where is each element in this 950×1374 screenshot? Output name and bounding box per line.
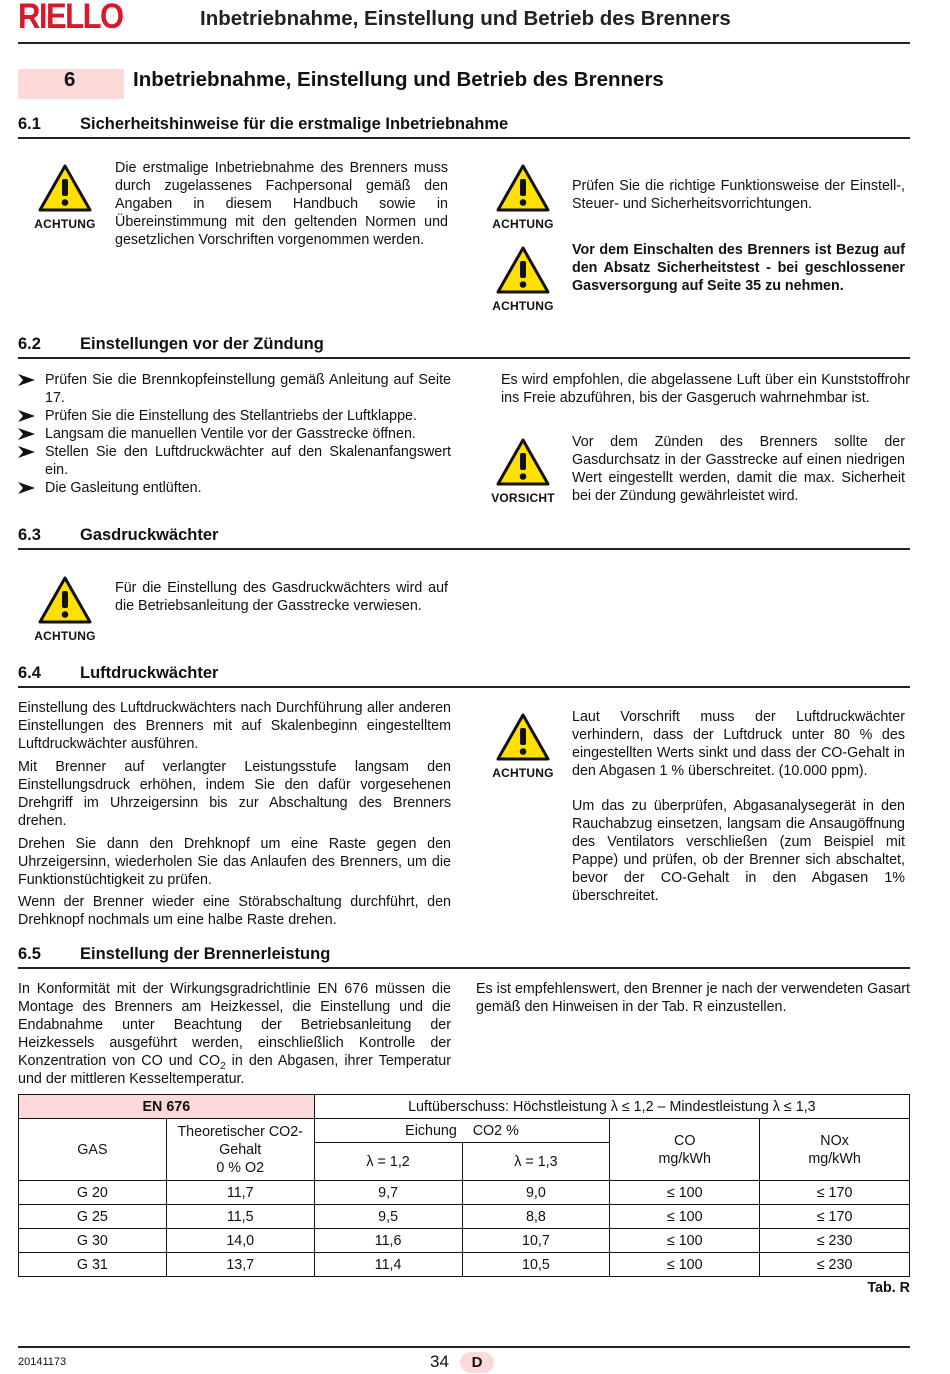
warning-block: [488, 163, 558, 233]
preparation-list: [18, 371, 451, 497]
caution-block: [488, 437, 558, 507]
excess-air-cell: Luftüberschuss: Höchstleistung λ ≤ 1,2 – Mindestleistung λ ≤ 1,3: [314, 1095, 909, 1119]
table-cell: G 25: [19, 1205, 167, 1229]
table-cell: 11,5: [166, 1205, 314, 1229]
document-number: 20141173: [18, 1356, 67, 1368]
gas-switch-text: Für die Einstellung des Gasdruckwächters wird auf die Betriebsanleitung der Gasstrecke verwiesen.: [115, 580, 448, 614]
subsection-rule: [18, 357, 910, 359]
recommendation-text: Es ist empfehlenswert, den Brenner je nach der verwendeten Gasart gemäß den Hinweisen in der Tab. R einzustellen.: [476, 981, 910, 1015]
warning-label: ACHTUNG: [492, 217, 554, 231]
list-item-text: Langsam die manuellen Ventile vor der Gasstrecke öffnen.: [45, 426, 416, 442]
table-cell: G 31: [19, 1253, 167, 1277]
table-caption: Tab. R: [867, 1280, 910, 1296]
table-r: [18, 1094, 910, 1277]
nox-header: NOx mg/kWh: [760, 1119, 910, 1181]
lambda-1-3-header: λ = 1,3: [462, 1143, 610, 1181]
subsection-number-6-5: 6.5: [18, 945, 41, 963]
table-cell: 10,7: [462, 1229, 610, 1253]
table-cell: 9,7: [314, 1181, 462, 1205]
subsection-number-6-4: 6.4: [18, 664, 41, 682]
air-switch-check-text: Um das zu überprüfen, Abgasanalysegerät in den Rauchabzug einsetzen, langsam die Ansaugöffnung des Ventilators verschließen (zum Beispiel mit Pappe) und prüfen, ob der Brenner sich abschaltet, bevor der CO-Gehalt in den Abgasen 1% überschreitet.: [572, 798, 905, 904]
warning-label: ACHTUNG: [492, 766, 554, 780]
table-cell: ≤ 170: [760, 1205, 910, 1229]
list-item: [18, 407, 451, 425]
page-number: 34: [430, 1352, 449, 1371]
table-cell: 9,5: [314, 1205, 462, 1229]
paragraph: Drehen Sie dann den Drehknopf um eine Raste gegen den Uhrzeigersinn, wiederholen Sie das Anlaufen des Brenners, um die Funktionstüchtigkeit zu prüfen.: [18, 836, 451, 888]
warning-block: [488, 712, 558, 782]
safety-text-1: Die erstmalige Inbetriebnahme des Brenners muss durch zugelassenes Fachpersonal gemäß den Angaben in diesem Handbuch sowie in Übereinstimmung mit den geltenden Normen und gesetzlichen Vorschriften vorgenommen werden.: [115, 160, 448, 248]
theoretical-co2-header: Theoretischer CO2- Gehalt 0 % O2: [166, 1119, 314, 1181]
lambda-1-2-header: λ = 1,2: [314, 1143, 462, 1181]
subsection-rule: [18, 137, 910, 139]
table-cell: ≤ 230: [760, 1253, 910, 1277]
warning-triangle-icon: [37, 163, 93, 213]
warning-triangle-icon: [495, 245, 551, 295]
subsection-rule: [18, 548, 910, 550]
subsection-number-6-3: 6.3: [18, 526, 41, 544]
warning-triangle-icon: [37, 575, 93, 625]
table-cell: 11,6: [314, 1229, 462, 1253]
subsection-title-6-2: Einstellungen vor der Zündung: [80, 335, 324, 353]
subsection-number-6-2: 6.2: [18, 335, 41, 353]
table-cell: G 20: [19, 1181, 167, 1205]
warning-triangle-icon: [495, 163, 551, 213]
subsection-rule: [18, 686, 910, 688]
table-cell: ≤ 100: [610, 1181, 760, 1205]
table-row: [19, 1253, 910, 1277]
riello-logo: RIELLO: [18, 0, 123, 36]
safety-text-3: Vor dem Einschalten des Brenners ist Bezug auf den Absatz Sicherheitstest - bei geschlossener Gasversorgung auf Seite 35 zu nehmen.: [572, 242, 905, 294]
co-header: CO mg/kWh: [610, 1119, 760, 1181]
paragraph: Mit Brenner auf verlangter Leistungsstufe langsam den Einstellungsdruck erhöhen, indem Sie den dafür vorgesehenen Drehgriff im Uhrzeigersinn bis zur Abschaltung des Brenners drehen.: [18, 759, 451, 829]
table-cell: ≤ 100: [610, 1253, 760, 1277]
warning-label: ACHTUNG: [34, 629, 96, 643]
table-cell: 9,0: [462, 1181, 610, 1205]
table-cell: ≤ 100: [610, 1229, 760, 1253]
language-badge: D: [460, 1352, 494, 1373]
norm-cell: EN 676: [19, 1095, 315, 1119]
table-header-row: [19, 1119, 910, 1143]
table-cell: G 30: [19, 1229, 167, 1253]
arrow-bullet-icon: [18, 482, 35, 494]
table-cell: ≤ 170: [760, 1181, 910, 1205]
table-cell: 10,5: [462, 1253, 610, 1277]
list-item-text: Die Gasleitung entlüften.: [45, 480, 202, 496]
conformity-text: In Konformität mit der Wirkungsgradrichtlinie EN 676 müssen die Montage des Brenners am Heizkessel, die Einstellung und die Endabnahme unter Beachtung der Betriebsanleitung der Heizkessels ausgeführt werden, einschließlich Kontrolle der Konzentration von CO und $CO_2$ in den Abgasen, ihrer Temperatur und der mittleren Kesseltemperatur.: [18, 981, 451, 1087]
table-cell: ≤ 230: [760, 1229, 910, 1253]
calibration-header: Eichung CO2 %: [314, 1119, 610, 1143]
warning-triangle-icon: [495, 437, 551, 487]
list-item-text: Prüfen Sie die Einstellung des Stellantriebs der Luftklappe.: [45, 408, 417, 424]
table-row: [19, 1205, 910, 1229]
subsection-title-6-4: Luftdruckwächter: [80, 664, 219, 682]
list-item: [18, 371, 451, 407]
section-number: 6: [64, 68, 76, 91]
list-item-text: Prüfen Sie die Brennkopfeinstellung gemäß Anleitung auf Seite 17.: [45, 372, 451, 406]
warning-block: [488, 245, 558, 315]
footer-rule: [18, 1346, 910, 1348]
table-cell: ≤ 100: [610, 1205, 760, 1229]
list-item: [18, 443, 451, 479]
subsection-rule: [18, 967, 910, 969]
subsection-title-6-3: Gasdruckwächter: [80, 526, 219, 544]
header-rule: [18, 42, 910, 44]
gas-header: GAS: [19, 1119, 167, 1181]
warning-block: [30, 575, 100, 645]
table-cell: 14,0: [166, 1229, 314, 1253]
list-item: [18, 479, 451, 497]
table-row: [19, 1229, 910, 1253]
table-cell: 11,7: [166, 1181, 314, 1205]
air-switch-warning-text: Laut Vorschrift muss der Luftdruckwächter verhindern, dass der Luftdruck unter 80 % des eingestellten Werts sinkt und dass der CO-Gehalt in den Abgasen 1 % überschreitet. (10.000 ppm).: [572, 709, 905, 779]
list-item-text: Stellen Sie den Luftdruckwächter auf den Skalenanfangswert ein.: [45, 444, 451, 478]
paragraph: Wenn der Brenner wieder eine Störabschaltung durchführt, den Drehknopf nochmals um eine halbe Raste drehen.: [18, 894, 451, 928]
arrow-bullet-icon: [18, 446, 35, 458]
table-cell: 11,4: [314, 1253, 462, 1277]
subsection-title-6-5: Einstellung der Brennerleistung: [80, 945, 331, 963]
paragraph: Einstellung des Luftdruckwächters nach Durchführung aller anderen Einstellungen des Brenners mit auf Skalenbeginn eingestelltem Luftdruckwächter ausführen.: [18, 700, 451, 752]
list-item: [18, 425, 451, 443]
arrow-bullet-icon: [18, 410, 35, 422]
subsection-title-6-1: Sicherheitshinweise für die erstmalige Inbetriebnahme: [80, 115, 509, 133]
venting-text: Es wird empfohlen, die abgelassene Luft über ein Kunststoffrohr ins Freie abzuführen, bis der Gasgeruch wahrnehmbar ist.: [501, 372, 910, 406]
warning-triangle-icon: [495, 712, 551, 762]
arrow-bullet-icon: [18, 374, 35, 386]
table-header-row: [19, 1095, 910, 1119]
safety-text-2: Prüfen Sie die richtige Funktionsweise der Einstell-, Steuer- und Sicherheitsvorrichtungen.: [572, 178, 905, 212]
table-cell: 8,8: [462, 1205, 610, 1229]
subsection-number-6-1: 6.1: [18, 115, 41, 133]
header-title: Inbetriebnahme, Einstellung und Betrieb des Brenners: [200, 7, 731, 30]
arrow-bullet-icon: [18, 428, 35, 440]
section-title: Inbetriebnahme, Einstellung und Betrieb des Brenners: [133, 68, 664, 91]
warning-block: [30, 163, 100, 233]
warning-label: ACHTUNG: [34, 217, 96, 231]
caution-text: Vor dem Zünden des Brenners sollte der Gasdurchsatz in der Gasstrecke auf einen niedrigen Wert eingestellt werden, damit die max. Sicherheit bei der Zündung gewährleistet wird.: [572, 434, 905, 504]
table-cell: 13,7: [166, 1253, 314, 1277]
caution-label: VORSICHT: [491, 491, 555, 505]
warning-label: ACHTUNG: [492, 299, 554, 313]
table-row: [19, 1181, 910, 1205]
